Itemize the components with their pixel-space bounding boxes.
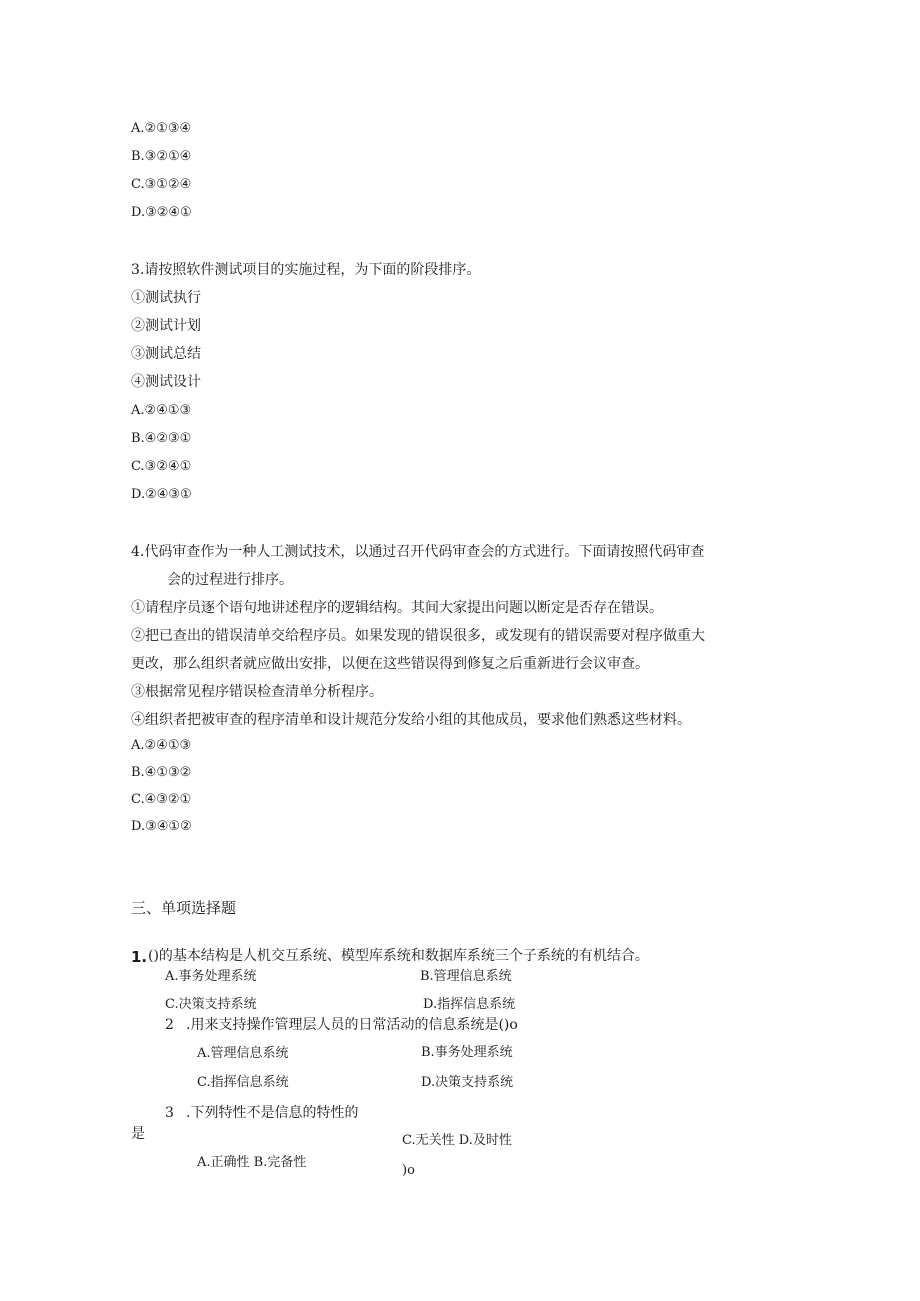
q4-item-2-cont: 更改，那么组织者就应做出安排，以便在这些错误得到修复之后重新进行会议审查。 [131,656,649,672]
q4-item-4: ④组织者把被审查的程序清单和设计规范分发给小组的其他成员，要求他们熟悉这些材料。 [131,712,691,728]
q3-option-a: A.②④①③ [131,403,192,418]
q3-item-3: ③测试总结 [131,346,201,362]
q3-option-b: B.④②③① [131,431,192,446]
s3-q2-number: 2 [165,1017,174,1033]
q4-option-a: A.②④①③ [131,738,192,753]
s3-q3-stem: .下列特性不是信息的特性的 [186,1105,359,1121]
s3-q1-option-b: B.管理信息系统 [420,969,512,984]
s3-q1-stem: ()的基本结构是人机交互系统、模型库系统和数据库系统三个子系统的有机结合。 [148,948,649,964]
s3-q2-option-d: D.决策支持系统 [421,1075,514,1090]
q4-item-3: ③根据常见程序错误检查清单分析程序。 [131,684,383,700]
s3-q3-stem-cont: 是 [131,1126,145,1142]
q3-option-d: D.②④③① [131,487,192,502]
s3-q3-options-ab: A.正确性 B.完备性 [197,1155,307,1170]
q3-item-4: ④测试设计 [131,374,201,390]
q4-option-d: D.③④①② [131,819,192,834]
q3-item-2: ②测试计划 [131,318,201,334]
q4-option-b: B.④①③② [131,765,192,780]
s3-q2-option-a: A.管理信息系统 [197,1046,289,1061]
s3-q3-number: 3 [165,1105,174,1121]
top-option-b: B.③②①④ [131,149,192,164]
q3-item-1: ①测试执行 [131,290,201,306]
section-heading: 三、单项选择题 [131,899,237,917]
top-option-d: D.③②④① [131,205,192,220]
s3-q2-stem: .用来支持操作管理层人员的日常活动的信息系统是()o [186,1017,518,1033]
top-option-a: A.②①③④ [131,121,192,136]
q4-option-c: C.④③②① [131,792,192,807]
s3-q3-options-cd: C.无关性 D.及时性 [402,1133,512,1148]
top-option-c: C.③①②④ [131,177,192,192]
s3-q1-option-d: D.指挥信息系统 [423,997,516,1012]
q3-stem: 3.请按照软件测试项目的实施过程，为下面的阶段排序。 [131,262,481,278]
q4-stem-line2: 会的过程进行排序。 [167,572,293,588]
s3-q1-option-a: A.事务处理系统 [165,969,257,984]
q4-item-1: ①请程序员逐个语句地讲述程序的逻辑结构。其间大家提出问题以断定是否存在错误。 [131,600,663,616]
s3-q3-tail: )o [402,1163,415,1176]
q4-stem-line1: 4.代码审查作为一种人工测试技术，以通过召开代码审查会的方式进行。下面请按照代码审查 [131,544,705,560]
s3-q2-option-c: C.指挥信息系统 [197,1075,289,1090]
q4-item-2: ②把已查出的错误清单交给程序员。如果发现的错误很多，或发现有的错误需要对程序做重大 [131,628,705,644]
s3-q1-number: 1. [131,948,148,966]
s3-q1-option-c: C.决策支持系统 [165,997,257,1012]
s3-q2-option-b: B.事务处理系统 [421,1045,513,1060]
q3-option-c: C.③②④① [131,459,192,474]
